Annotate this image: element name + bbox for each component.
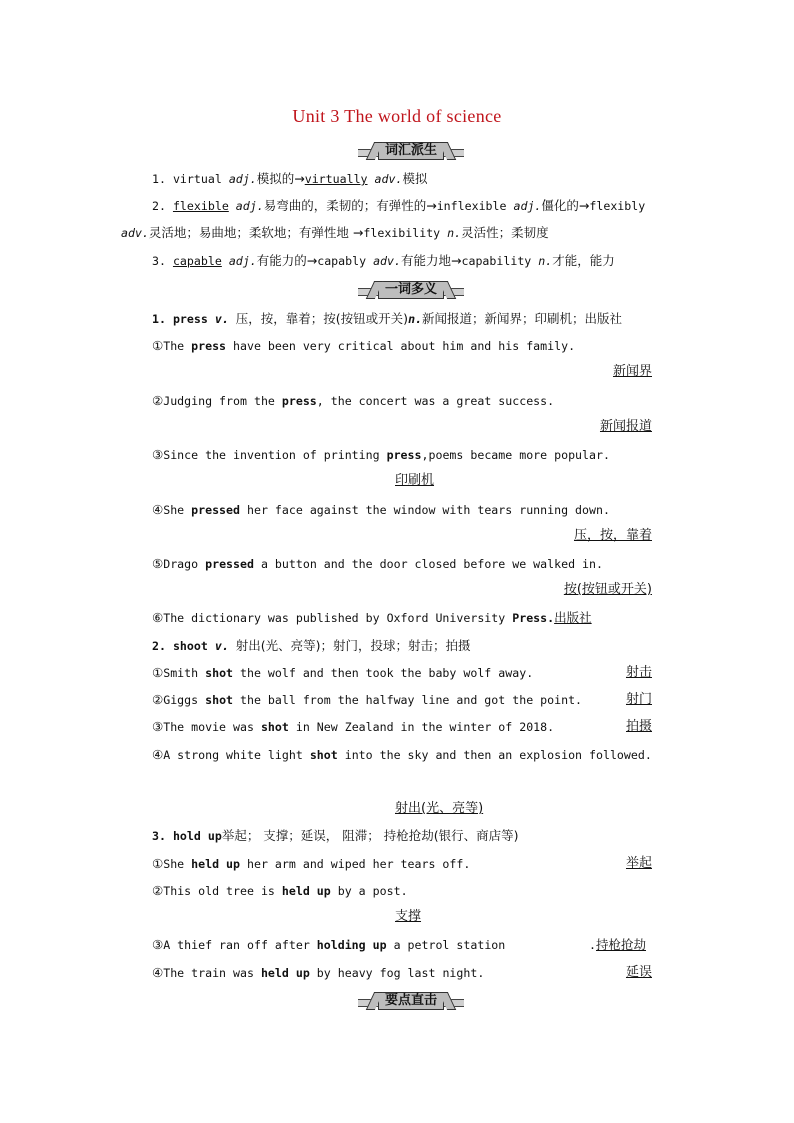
sentence-text: She	[163, 857, 192, 871]
item-number: 1.	[152, 312, 166, 326]
keyword: press	[281, 394, 317, 408]
vocab-word-derived: flexibility	[363, 226, 441, 240]
part-of-speech: n.	[538, 254, 553, 268]
sentence-text: The dictionary was published by Oxford University	[163, 611, 513, 625]
sentence-text: by heavy fog last night.	[309, 966, 485, 980]
answer-blank: 新闻报道	[599, 419, 652, 434]
example-sentence	[152, 692, 582, 708]
sentence-text: The	[163, 339, 192, 353]
sentence-text: ,poems became more popular.	[421, 448, 610, 462]
example-sentence	[152, 447, 610, 463]
entry-heading-press	[152, 311, 622, 327]
example-sentence	[152, 393, 554, 409]
answer-blank: 射出(光、亮等)	[395, 801, 484, 816]
meaning: 才能，能力	[552, 253, 615, 268]
sentence-text: She	[163, 503, 192, 517]
sentence-text: A strong white light	[163, 748, 310, 762]
meaning: 灵活地；易曲地；柔软地；有弹性地 →	[148, 225, 364, 240]
keyword: press	[386, 448, 422, 462]
answer-blank: 持枪抢劫	[595, 937, 646, 952]
circled-number: ⑤	[152, 556, 164, 571]
example-sentence	[152, 556, 603, 572]
answer-blank: 按(按钮或开关)	[563, 582, 652, 597]
vocab-item-2	[152, 198, 645, 214]
keyword: press	[191, 339, 227, 353]
circled-number: ⑥	[152, 610, 164, 625]
meaning: 压，按，靠着；按(按钮或开关)	[235, 311, 409, 326]
item-number: 3.	[152, 829, 166, 843]
example-sentence	[152, 965, 484, 981]
part-of-speech: adv.	[374, 172, 403, 186]
keyword: shot	[205, 693, 234, 707]
vocab-item-2-cont	[121, 225, 549, 241]
item-number: 3.	[152, 254, 166, 268]
sentence-text: have been very critical about him and his family.	[226, 339, 576, 353]
vocab-word-derived: capability	[461, 254, 532, 268]
example-sentence	[152, 937, 505, 953]
sentence-text: Drago	[163, 557, 206, 571]
meaning: 易弯曲的，柔韧的；有弹性的→	[263, 198, 437, 213]
example-sentence	[152, 502, 610, 518]
answer-line	[589, 937, 646, 953]
circled-number: ①	[152, 338, 164, 353]
meaning: 举起； 支撑；延误， 阻滞； 持枪抢劫(银行、商店等)	[221, 828, 519, 843]
sentence-text: The movie was	[163, 720, 261, 734]
vocab-word-derived: virtually	[304, 172, 368, 186]
sentence-text: her arm and wiped her tears off.	[240, 857, 471, 871]
example-sentence	[152, 610, 592, 626]
example-sentence	[152, 747, 652, 763]
keyword: held up	[191, 857, 241, 871]
part-of-speech: adj.	[513, 199, 542, 213]
section-banner-polysemy	[358, 281, 464, 297]
part-of-speech: n.	[408, 312, 423, 326]
vocab-item-3	[152, 253, 615, 269]
sentence-text: in New Zealand in the winter of 2018.	[288, 720, 555, 734]
sentence-text: the wolf and then took the baby wolf away.	[233, 666, 534, 680]
item-number: 2.	[152, 639, 166, 653]
keyword: shot	[205, 666, 234, 680]
page-title: Unit 3 The world of science	[292, 106, 502, 126]
part-of-speech: adj.	[228, 254, 257, 268]
part-of-speech: v.	[214, 312, 229, 326]
item-number: 1.	[152, 172, 166, 186]
keyword: pressed	[191, 503, 241, 517]
section-banner-vocab	[358, 142, 464, 158]
entry-word: hold up	[172, 829, 222, 843]
part-of-speech: v.	[214, 639, 229, 653]
entry-word: shoot	[172, 639, 208, 653]
part-of-speech: n.	[447, 226, 462, 240]
section-title-vocab: 词汇派生	[378, 142, 444, 160]
section-title-keypoints: 要点直击	[378, 992, 444, 1010]
sentence-text: Giggs	[163, 693, 206, 707]
sentence-text: by a post.	[330, 884, 408, 898]
item-number: 2.	[152, 199, 166, 213]
example-sentence	[152, 338, 575, 354]
meaning: 灵活性；柔韧度	[461, 225, 549, 240]
section-banner-keypoints	[358, 992, 464, 1008]
sentence-text: a button and the door closed before we walked in.	[253, 557, 603, 571]
keyword: holding up	[316, 938, 387, 952]
answer-blank: 新闻界	[612, 364, 652, 379]
sentence-text: A thief ran off after	[163, 938, 317, 952]
entry-heading-shoot	[152, 638, 471, 654]
meaning: 有能力的→	[256, 253, 318, 268]
answer-blank: 压，按，靠着	[573, 528, 652, 543]
circled-number: ②	[152, 692, 164, 707]
keyword: shot	[309, 748, 338, 762]
sentence-text: The train was	[163, 966, 261, 980]
sentence-text: a petrol station	[386, 938, 506, 952]
circled-number: ①	[152, 856, 164, 871]
circled-number: ④	[152, 965, 164, 980]
answer-blank: 射击	[625, 665, 652, 680]
vocab-word: virtual	[172, 172, 222, 186]
entry-heading-hold-up	[152, 828, 519, 844]
answer-blank: 举起	[625, 856, 652, 871]
part-of-speech: adv.	[121, 226, 149, 240]
vocab-item-1	[152, 171, 427, 187]
sentence-text: Since the invention of printing	[163, 448, 387, 462]
example-sentence	[152, 856, 470, 872]
answer-blank: 延误	[625, 965, 652, 980]
part-of-speech: adj.	[235, 199, 264, 213]
circled-number: ③	[152, 447, 164, 462]
sentence-text: Judging from the	[163, 394, 282, 408]
circled-number: ①	[152, 665, 164, 680]
sentence-text: , the concert was a great success.	[316, 394, 555, 408]
meaning: 新闻报道；新闻界；印刷机；出版社	[422, 311, 623, 326]
circled-number: ②	[152, 393, 164, 408]
example-sentence	[152, 883, 408, 899]
keyword: pressed	[205, 557, 254, 571]
vocab-word-derived: capably	[317, 254, 367, 268]
circled-number: ④	[152, 747, 164, 762]
example-sentence	[152, 665, 533, 681]
meaning: 模拟	[402, 171, 428, 186]
sentence-text: her face against the window with tears running down.	[240, 503, 610, 517]
answer-blank: 支撑	[395, 909, 422, 924]
sentence-text: Smith	[163, 666, 206, 680]
answer-blank: 印刷机	[395, 473, 435, 488]
keyword: Press.	[512, 611, 555, 625]
circled-number: ④	[152, 502, 164, 517]
answer-blank: 出版社	[554, 610, 592, 625]
circled-number: ②	[152, 883, 164, 898]
period-mark: .	[589, 938, 596, 952]
meaning: 僵化的→	[541, 198, 590, 213]
meaning: 有能力地→	[401, 253, 462, 268]
circled-number: ③	[152, 937, 164, 952]
sentence-text: This old tree is	[163, 884, 282, 898]
part-of-speech: adv.	[373, 254, 401, 268]
section-title-polysemy: 一词多义	[378, 281, 444, 299]
example-sentence	[152, 719, 554, 735]
vocab-word: flexible	[172, 199, 229, 213]
vocab-word: capable	[172, 254, 222, 268]
answer-blank: 拍摄	[625, 719, 652, 734]
circled-number: ③	[152, 719, 164, 734]
keyword: held up	[260, 966, 310, 980]
meaning: 模拟的→	[256, 171, 305, 186]
keyword: shot	[260, 720, 289, 734]
keyword: held up	[281, 884, 331, 898]
answer-blank: 射门	[625, 692, 652, 707]
entry-word: press	[172, 312, 208, 326]
sentence-text: into the sky and then an explosion followed.	[337, 748, 652, 762]
meaning: 射出(光、亮等)；射门，投球；射击；拍摄	[235, 638, 471, 653]
vocab-word-derived: flexibly	[589, 199, 646, 213]
sentence-text: the ball from the halfway line and got the point.	[233, 693, 583, 707]
vocab-word-derived: inflexible	[436, 199, 507, 213]
part-of-speech: adj.	[228, 172, 257, 186]
